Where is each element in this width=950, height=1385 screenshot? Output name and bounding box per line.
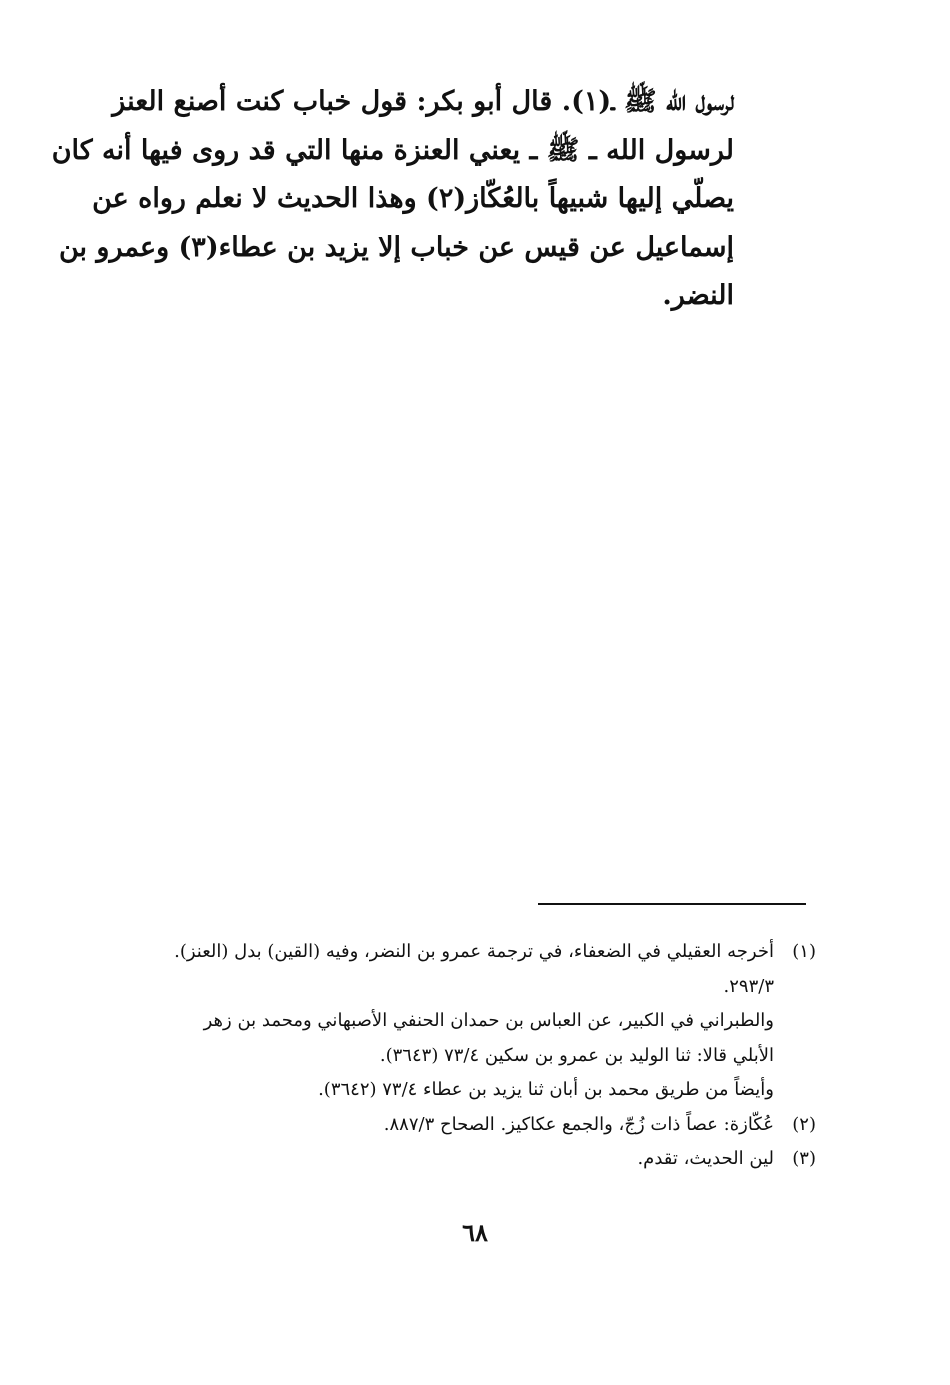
main-text-line: النضر. <box>662 280 734 311</box>
footnotes-block <box>124 935 816 1177</box>
footnote-text: ٢٩٣/٣. <box>723 975 774 997</box>
footnote-text: عُكّازة: عصاً ذات زُجّ، والجمع عكاكيز. الصحاح ٨٨٧/٣. <box>383 1113 774 1135</box>
footnote-text: الأبلي قالا: ثنا الوليد بن عمرو بن سكين ٧٣/٤ (٣٦٤٣). <box>379 1044 774 1066</box>
footnote-number: (٣) <box>792 1148 816 1169</box>
main-text-line: يصلّي إليها شبيهاً بالعُكّاز(٢) وهذا الحديث لا نعلم رواه عن <box>92 183 734 214</box>
main-text-line: لرسول الله ﷺ ـ(١). قال أبو بكر: قول خباب كنت أصنع العنز <box>112 86 734 117</box>
footnote-text: لين الحديث، تقدم. <box>637 1148 774 1169</box>
main-text-line: لرسول الله ـ ﷺ ـ يعني العنزة منها التي قد روى فيها أنه كان <box>51 134 734 166</box>
footnote-1 <box>124 935 816 970</box>
footnote-text: والطبراني في الكبير، عن العباس بن حمدان الحنفي الأصبهاني ومحمد بن زهر <box>203 1010 774 1031</box>
footnote-number: (٢) <box>792 1113 816 1135</box>
main-text-line: إسماعيل عن قيس عن خباب إلا يزيد بن عطاء(٣) وعمرو بن <box>58 231 734 263</box>
footnote-text: أخرجه العقيلي في الضعفاء، في ترجمة عمرو بن النضر، وفيه (القين) بدل (العنز). <box>174 941 774 962</box>
main-text-block <box>51 78 734 321</box>
footnote-1-continuation <box>124 1004 816 1039</box>
footnote-text: وأيضاً من طريق محمد بن أبان ثنا يزيد بن عطاء ٧٣/٤ (٣٦٤٢). <box>318 1079 774 1100</box>
footnote-1-continuation <box>124 1039 816 1074</box>
footnote-1-continuation <box>124 970 816 1005</box>
footnote-2 <box>124 1108 816 1143</box>
footnote-3 <box>124 1142 816 1177</box>
footnote-separator <box>538 903 806 905</box>
footnote-number: (١) <box>792 941 816 962</box>
footnote-1-continuation <box>124 1073 816 1108</box>
page-number: ٦٨ <box>462 1218 488 1247</box>
